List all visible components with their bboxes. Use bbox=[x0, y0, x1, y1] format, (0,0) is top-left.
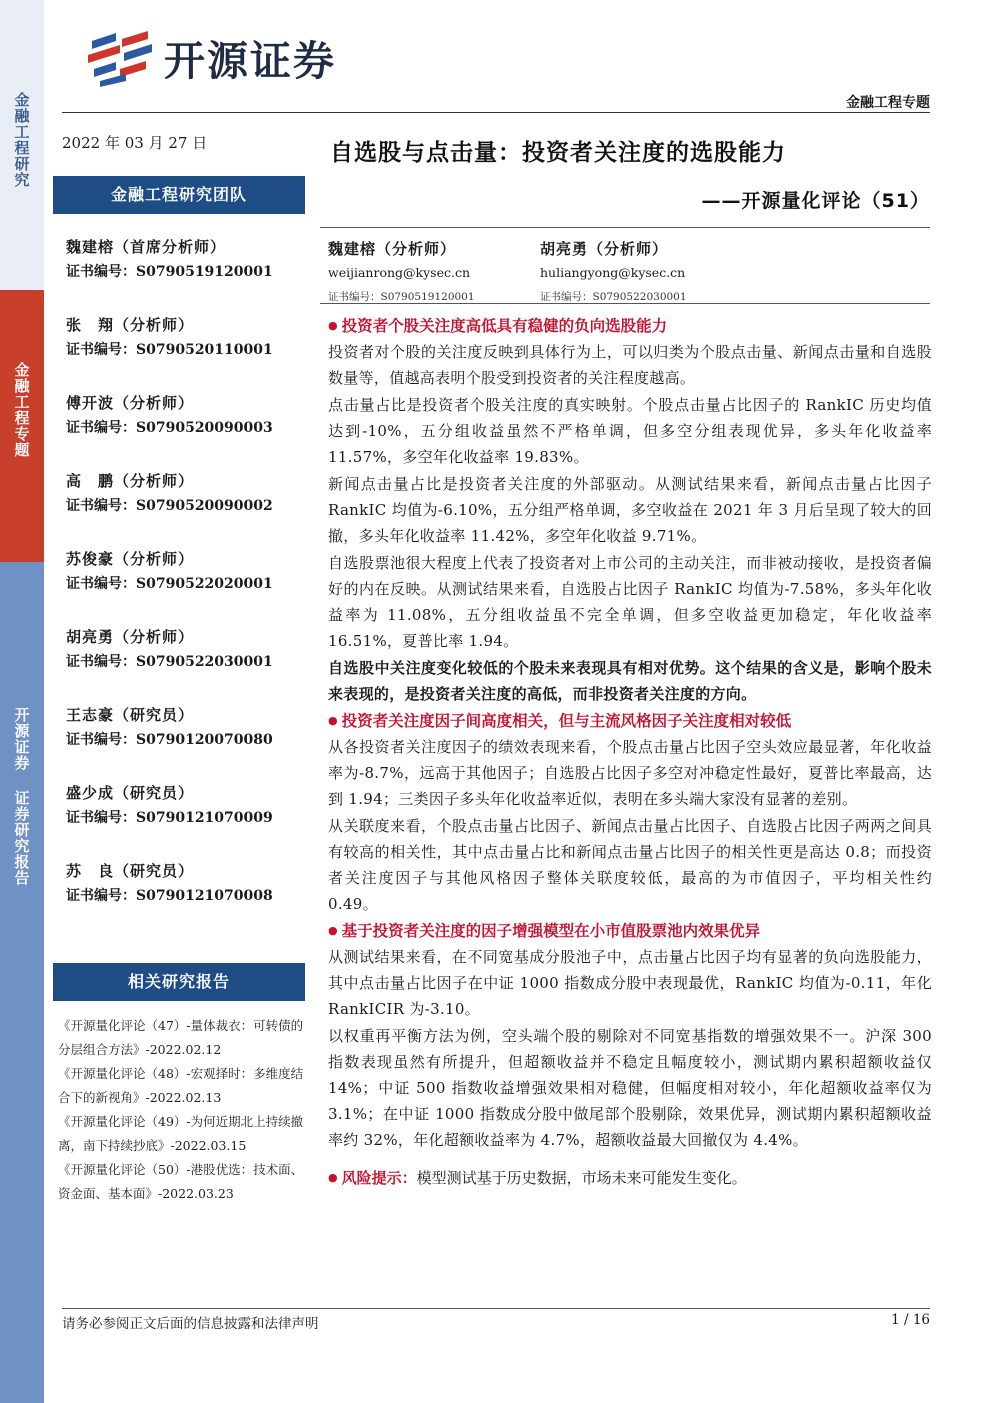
analyst-item bbox=[66, 470, 306, 548]
analyst-item bbox=[66, 704, 306, 782]
analyst-name: 盛少成（研究员） bbox=[66, 784, 195, 802]
analyst-cert: 证书编号：S0790121070008 bbox=[66, 888, 273, 904]
report-title: 自选股与点击量：投资者关注度的选股能力 bbox=[330, 140, 786, 166]
related-report-link[interactable]: 《开源量化评论（49）-为何近期北上持续撤离，南下持续抄底》-2022.03.15 bbox=[58, 1114, 304, 1153]
author-email[interactable]: huliangyong@kysec.cn bbox=[540, 265, 686, 280]
report-subtitle: ——开源量化评论（51） bbox=[701, 190, 930, 212]
section-paragraph: 从各投资者关注度因子的绩效表现来看，个股点击量占比因子空头效应最显著，年化收益率为-8.7%，远高于其他因子；自选股占比因子多空对冲稳定性最好，夏普比率最高，达到 1.94；三类因子多头年化收益率近似，表明在多头端大家没有显著的差别。 bbox=[328, 738, 932, 808]
section-heading: ● 基于投资者关注度的因子增强模型在小市值股票池内效果优异 bbox=[328, 922, 761, 940]
related-reports-list bbox=[58, 1014, 314, 1206]
risk-label: 风险提示： bbox=[341, 1169, 417, 1187]
analyst-item bbox=[66, 626, 306, 704]
author-divider bbox=[320, 303, 930, 304]
section-paragraph: 投资者对个股的关注度反映到具体行为上，可以归类为个股点击量、新闻点击量和自选股数量等，值越高表明个股受到投资者的关注程度越高。 bbox=[328, 343, 932, 387]
team-heading: 金融工程研究团队 bbox=[53, 176, 305, 214]
logo-mark-icon bbox=[86, 29, 154, 87]
analyst-cert: 证书编号：S0790120070080 bbox=[66, 732, 273, 748]
section-paragraph: 新闻点击量占比是投资者关注度的外部驱动。从测试结果来看，新闻点击量占比因子 RankIC 均值为-6.10%，五分组严格单调，多空收益在 2021 年 3 月后呈现了较大的回撤，多头年化收益率 11.42%，多空年化收益 9.71%。 bbox=[328, 475, 932, 545]
bullet-icon: ● bbox=[328, 924, 338, 937]
section-heading: ● 投资者个股关注度高低具有稳健的负向选股能力 bbox=[328, 317, 668, 335]
analyst-item bbox=[66, 860, 306, 938]
summary-section bbox=[328, 709, 932, 917]
analyst-name: 高 鹏（分析师） bbox=[66, 472, 195, 490]
analyst-name: 苏俊豪（分析师） bbox=[66, 550, 195, 568]
related-report-link[interactable]: 《开源量化评论（48）-宏观择时：多维度结合下的新视角》-2022.02.13 bbox=[58, 1066, 304, 1105]
analyst-name: 胡亮勇（分析师） bbox=[66, 628, 195, 646]
summary-section bbox=[328, 919, 932, 1153]
risk-warning bbox=[328, 1165, 932, 1191]
page-number: 1 / 16 bbox=[891, 1312, 930, 1328]
analyst-cert: 证书编号：S0790520110001 bbox=[66, 342, 273, 358]
analyst-cert: 证书编号：S0790520090002 bbox=[66, 498, 273, 514]
section-paragraph: 以权重再平衡方法为例，空头端个股的剔除对不同宽基指数的增强效果不一。沪深 300 指数表现虽然有所提升，但超额收益并不稳定且幅度较小，测试期内累积超额收益仅 14%；中证 500 指数收益增强效果相对稳健，但幅度相对较小，年化超额收益率仅为 3.1%；在中证 1000 指数成分股中做尾部个股剔除，效果优异，测试期内累积超额收益率约 32%，年化超额收益率为 4.7%，超额收益最大回撤仅为 4.4%。 bbox=[328, 1027, 932, 1149]
analyst-name: 苏 良（研究员） bbox=[66, 862, 195, 880]
section-paragraph: 点击量占比是投资者个股关注度的真实映射。个股点击量占比因子的 RankIC 历史均值达到-10%，五分组收益虽然不严格单调，但多空分组表现优异，多头年化收益率 11.57%，多空年化收益率 19.83%。 bbox=[328, 396, 932, 466]
risk-text: 模型测试基于历史数据，市场未来可能发生变化。 bbox=[416, 1169, 747, 1187]
section-heading: ● 投资者关注度因子间高度相关，但与主流风格因子关注度相对较低 bbox=[328, 712, 792, 730]
side-label-report: 开源证券 证券研究报告 bbox=[12, 707, 31, 886]
analyst-item bbox=[66, 236, 306, 314]
analyst-name: 魏建榕（首席分析师） bbox=[66, 238, 227, 256]
author-block bbox=[540, 238, 687, 306]
analyst-cert: 证书编号：S0790121070009 bbox=[66, 810, 273, 826]
summary-section bbox=[328, 314, 932, 707]
side-strip-middle bbox=[0, 290, 44, 562]
analyst-cert: 证书编号：S0790522030001 bbox=[66, 654, 273, 670]
footer-disclaimer: 请务必参阅正文后面的信息披露和法律声明 bbox=[62, 1316, 319, 1332]
analyst-cert: 证书编号：S0790522020001 bbox=[66, 576, 273, 592]
analyst-list bbox=[66, 236, 306, 938]
report-date: 2022 年 03 月 27 日 bbox=[62, 134, 208, 152]
author-block bbox=[328, 238, 475, 306]
analyst-cert: 证书编号：S0790519120001 bbox=[66, 264, 273, 280]
section-paragraph: 从关联度来看，个股点击量占比因子、新闻点击量占比因子、自选股占比因子两两之间具有较高的相关性，其中点击量占比和新闻点击量占比因子的相关性更是高达 0.8；而投资者关注度因子与其他风格因子整体关联度较低，最高的为市值因子，平均相关性约 0.49。 bbox=[328, 817, 932, 913]
related-report-link[interactable]: 《开源量化评论（50）-港股优选：技术面、资金面、基本面》-2022.03.23 bbox=[58, 1162, 304, 1201]
author-name: 胡亮勇（分析师） bbox=[540, 240, 669, 258]
analyst-cert: 证书编号：S0790520090003 bbox=[66, 420, 273, 436]
footer-divider bbox=[62, 1308, 930, 1309]
analyst-item bbox=[66, 392, 306, 470]
bullet-icon: ● bbox=[328, 319, 338, 332]
title-divider bbox=[320, 227, 930, 228]
analyst-name: 王志豪（研究员） bbox=[66, 706, 195, 724]
section-conclusion: 自选股中关注度变化较低的个股未来表现具有相对优势。这个结果的含义是，影响个股未来表现的，是投资者关注度的高低，而非投资者关注度的方向。 bbox=[328, 659, 932, 703]
brand-name: 开源证券 bbox=[164, 37, 336, 85]
related-reports-heading: 相关研究报告 bbox=[53, 963, 305, 1001]
analyst-item bbox=[66, 782, 306, 860]
bullet-icon: ● bbox=[328, 714, 338, 727]
side-strip-top bbox=[0, 0, 44, 290]
side-strip-bottom bbox=[0, 562, 44, 1403]
side-label-research: 金融工程研究 bbox=[12, 92, 31, 188]
brand-logo bbox=[86, 28, 336, 87]
related-report-link[interactable]: 《开源量化评论（47）-量体裁衣：可转债的分层组合方法》-2022.02.12 bbox=[58, 1018, 304, 1057]
analyst-name: 傅开波（分析师） bbox=[66, 394, 195, 412]
bullet-icon: ● bbox=[328, 1171, 338, 1184]
analyst-name: 张 翔（分析师） bbox=[66, 316, 195, 334]
section-paragraph: 自选股票池很大程度上代表了投资者对上市公司的主动关注，而非被动接收，是投资者偏好的内在反映。从测试结果来看，自选股占比因子 RankIC 均值为-7.58%，多头年化收益率为 11.08%，五分组收益虽不完全单调，但多空收益更加稳定，年化收益率 16.51%，夏普比率 1.94。 bbox=[328, 554, 932, 650]
analyst-item bbox=[66, 548, 306, 626]
header-category: 金融工程专题 bbox=[846, 95, 930, 111]
author-name: 魏建榕（分析师） bbox=[328, 240, 457, 258]
summary-content bbox=[328, 314, 932, 1191]
author-cert: 证书编号：S0790522030001 bbox=[540, 291, 687, 303]
author-email[interactable]: weijianrong@kysec.cn bbox=[328, 265, 470, 280]
section-paragraph: 从测试结果来看，在不同宽基成分股池子中，点击量占比因子均有显著的负向选股能力，其中点击量占比因子在中证 1000 指数成分股中表现最优，RankIC 均值为-0.11，年化 RankICIR 为-3.10。 bbox=[328, 948, 932, 1018]
header-divider bbox=[62, 112, 930, 113]
author-cert: 证书编号：S0790519120001 bbox=[328, 291, 475, 303]
side-label-topic: 金融工程专题 bbox=[12, 362, 31, 458]
analyst-item bbox=[66, 314, 306, 392]
